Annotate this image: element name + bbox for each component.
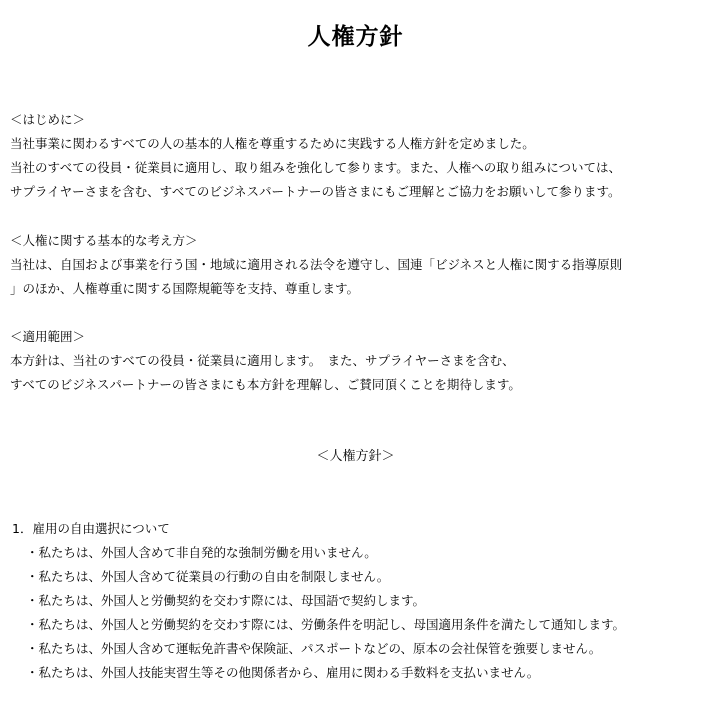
policy-item: ・私たちは、外国人含めて運転免許書や保険証、パスポートなどの、原本の会社保管を強要しません。	[26, 641, 602, 656]
scope-section	[10, 325, 705, 397]
policy-item: ・私たちは、外国人と労働契約を交わす際には、労働条件を明記し、母国適用条件を満たして通知します。	[26, 617, 626, 632]
intro-line: 当社のすべての役員・従業員に適用し、取り組みを強化して参ります。また、人権への取り組みについては、	[10, 160, 622, 175]
approach-line: 当社は、自国および事業を行う国・地域に適用される法令を遵守し、国連「ビジネスと人権に関する指導原則	[10, 257, 623, 272]
policy-section-heading: ＜人権方針＞	[316, 449, 395, 464]
scope-heading: ＜適用範囲＞	[10, 329, 86, 344]
policy-heading: 1．雇用の自由選択について	[12, 521, 170, 536]
page-title: 人権方針	[307, 24, 404, 50]
policy-item: ・私たちは、外国人と労働契約を交わす際には、母国語で契約します。	[26, 593, 426, 608]
scope-line: 本方針は、当社のすべての役員・従業員に適用します。 また、サプライヤーさまを含む、	[10, 353, 515, 368]
approach-heading: ＜人権に関する基本的な考え方＞	[10, 233, 198, 248]
approach-section	[10, 229, 705, 301]
policy-list	[12, 517, 707, 685]
policy-item: ・私たちは、外国人技能実習生等その他関係者から、雇用に関わる手数料を支払いません。	[26, 665, 540, 680]
intro-line: 当社事業に関わるすべての人の基本的人権を尊重するために実践する人権方針を定めました。	[10, 136, 535, 151]
intro-heading: ＜はじめに＞	[10, 112, 86, 127]
approach-line: 」のほか、人権尊重に関する国際規範等を支持、尊重します。	[10, 281, 360, 296]
policy-item: ・私たちは、外国人含めて非自発的な強制労働を用いません。	[26, 545, 377, 560]
policy-item: ・私たちは、外国人含めて従業員の行動の自由を制限しません。	[26, 569, 390, 584]
scope-line: すべてのビジネスパートナーの皆さまにも本方針を理解し、ご賛同頂くことを期待します。	[10, 377, 521, 392]
intro-section	[10, 108, 705, 204]
intro-line: サプライヤーさまを含む、すべてのビジネスパートナーの皆さまにもご理解とご協力をお願いして参ります。	[10, 184, 621, 199]
